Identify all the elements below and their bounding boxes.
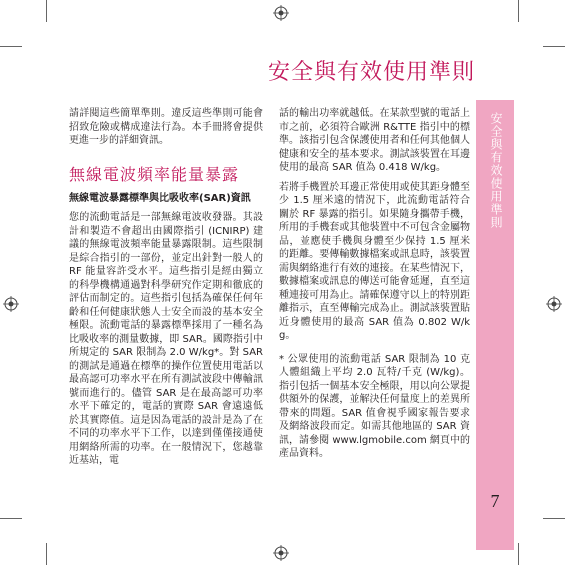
sub-heading: 無線電波暴露標準與比吸收率(SAR)資訊 <box>69 192 251 204</box>
registration-mark-icon <box>273 5 289 21</box>
page-number: 7 <box>490 491 500 511</box>
crop-mark <box>518 0 519 22</box>
crop-mark <box>543 518 565 519</box>
body-paragraph: 若將手機置於耳邊正常使用或使其距身體至少 1.5 厘米遠的情況下，此流動電話符合關於 RF 暴露的指引。如果隨身攜帶手機，所用的手機套或其他裝置中不可包含金屬物品，並應使手機與身體至少保持 1.5 厘米的距離。要傳輸數據檔案或訊息時，該裝置需與網絡進行有效的連接。在某些情況下，數據檔案或訊息的傳送可能會延遲，直至這種連接可用為止。請確保遵守以上的特別距離指示，直至傳輸完成為止。測試該裝置貼近身體使用的最高 SAR 值為 0.802 W/kg。 <box>279 181 470 341</box>
right-column <box>279 107 470 461</box>
crop-mark <box>0 518 22 519</box>
crop-mark <box>0 46 22 47</box>
registration-mark-icon <box>3 296 19 312</box>
left-column <box>69 107 263 468</box>
crop-mark <box>46 0 47 22</box>
registration-mark-icon <box>546 296 562 312</box>
crop-mark <box>543 46 565 47</box>
intro-paragraph: 請詳閱這些簡單準則。違反這些準則可能會招致危險或構成違法行為。本手冊將會提供更進一步的詳細資訊。 <box>69 108 263 146</box>
footnote: * 公眾使用的流動電話 SAR 限制為 10 克人體組織上平均 2.0 瓦特/千克 (W/kg)。指引包括一個基本安全極限，用以向公眾提供額外的保護，並解決任何量度上的差異所帶來的問題。SAR 值會視乎國家報告要求及網絡波段而定。如需其他地區的 SAR 資訊，請參閱 www.lgmobile.com 網頁中的產品資料。 <box>279 353 470 459</box>
body-paragraph: 話的輸出功率就越低。在某款型號的電話上市之前，必須符合歐洲 R&TTE 指引中的標準。該指引包含保護使用者和任何其他個人健康和安全的基本要求。測試該裝置在耳邊使用的最高 SAR 值為 0.418 W/kg。 <box>279 108 470 173</box>
body-paragraph: 您的流動電話是一部無線電波收發器。其設計和製造不會超出由國際指引 (ICNIRP) 建議的無線電波頻率能量暴露限制。這些限制是綜合指引的一部份，並定出針對一般人的 RF 能量容許受水平。這些指引是經由獨立的科學機構通過對科學研究作定期和徹底的評估而制定的。這些指引包括為確保任何年齡和任何健康狀態人士安全而設的基本安全極限。流動電話的暴露標準採用了一種名為比吸收率的測量數據，即 SAR。國際指引中所規定的 SAR 限制為 2.0 W/kg*。對 SAR 的測試是通過在標準的操作位置使用電話以最高認可功率水平在所有測試波段中傳輸訊號而進行的。儘管 SAR 是在最高認可功率水平下確定的，電話的實際 SAR 會遠遠低於其實際值。這是因為電話的設計是為了在不同的功率水平下工作，以達到僅僅接通使用網絡所需的功率。在一般情況下，您越靠近基站，電 <box>69 212 263 466</box>
crop-mark <box>518 543 519 565</box>
registration-mark-icon <box>273 545 289 561</box>
side-tab-label: 安全與有效使用準則 <box>489 112 503 229</box>
crop-mark <box>46 543 47 565</box>
section-heading: 無線電波頻率能量暴露 <box>69 164 240 184</box>
page-title: 安全與有效使用準則 <box>267 60 475 85</box>
